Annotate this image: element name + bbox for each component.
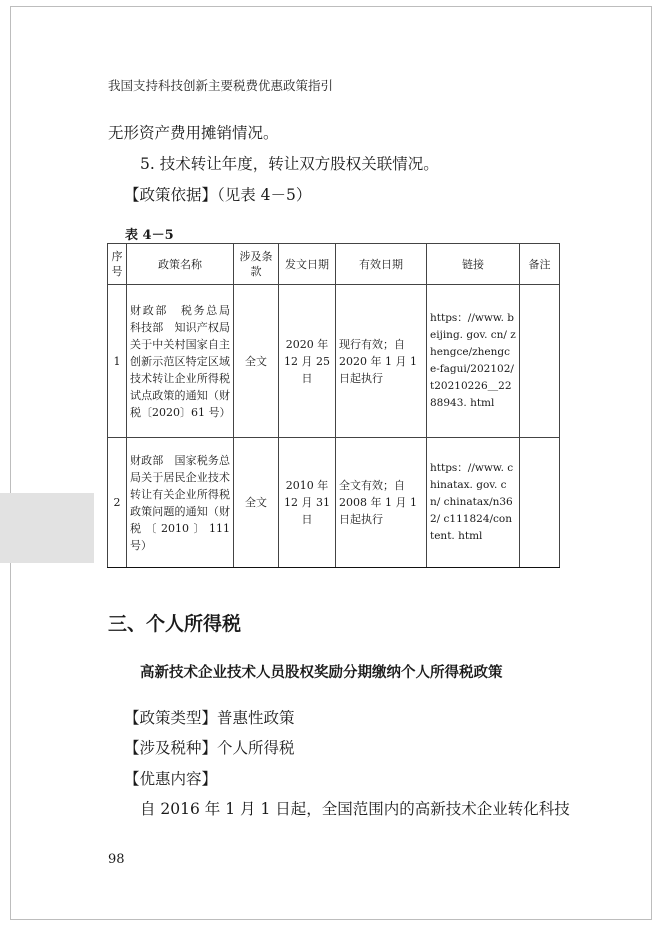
section-title: 三、个人所得税 [108,613,242,635]
chapter-side-tab [0,493,94,563]
page-number: 98 [108,852,125,867]
row-no: 1 [108,285,127,438]
row-scope: 全文 [234,285,279,438]
tax-type-line: 【涉及税种】个人所得税 [124,739,295,757]
policy-title: 高新技术企业技术人员股权奖励分期缴纳个人所得税政策 [140,665,503,681]
table-row [108,438,560,568]
header-scope: 涉及条款 [234,244,279,285]
header-no: 序号 [108,244,127,285]
header-date: 发文日期 [279,244,336,285]
row-note [520,438,560,568]
row-policy-name: 财政部 国家税务总局关于居民企业技术转让有关企业所得税政策问题的通知（财税〔2010〕111 号） [127,438,234,568]
row-link[interactable]: https：//www. chinatax. gov. cn/ chinatax/n362/ c111824/content. html [427,438,520,568]
header-note: 备注 [520,244,560,285]
table-caption: 表 4－5 [125,228,174,243]
intro-line-2: 5. 技术转让年度，转让双方股权关联情况。 [140,155,439,173]
row-no: 2 [108,438,127,568]
row-policy-name: 财政部 税务总局 科技部 知识产权局关于中关村国家自主创新示范区特定区域技术转让企业所得税试点政策的通知（财税〔2020〕61 号） [127,285,234,438]
header-link: 链接 [427,244,520,285]
row-date: 2010 年 12 月 31 日 [279,438,336,568]
policy-type-line: 【政策类型】普惠性政策 [124,709,295,727]
row-scope: 全文 [234,438,279,568]
row-note [520,285,560,438]
intro-line-1: 无形资产费用摊销情况。 [108,124,279,142]
header-name: 政策名称 [127,244,234,285]
policy-basis-line: 【政策依据】（见表 4－5） [124,186,312,204]
row-link[interactable]: https：//www. beijing. gov. cn/ zhengce/zhengce-fagui/202102/ t20210226＿2288943. html [427,285,520,438]
table-row [108,285,560,438]
benefit-content-label: 【优惠内容】 [124,770,218,788]
row-validity: 全文有效；自 2008 年 1 月 1 日起执行 [336,438,427,568]
policy-table [107,243,560,568]
table-header-row [108,244,560,285]
benefit-content-line: 自 2016 年 1 月 1 日起，全国范围内的高新技术企业转化科技 [140,800,570,818]
row-date: 2020 年 12 月 25 日 [279,285,336,438]
running-header: 我国支持科技创新主要税费优惠政策指引 [108,78,334,93]
header-validity: 有效日期 [336,244,427,285]
row-validity: 现行有效；自 2020 年 1 月 1 日起执行 [336,285,427,438]
